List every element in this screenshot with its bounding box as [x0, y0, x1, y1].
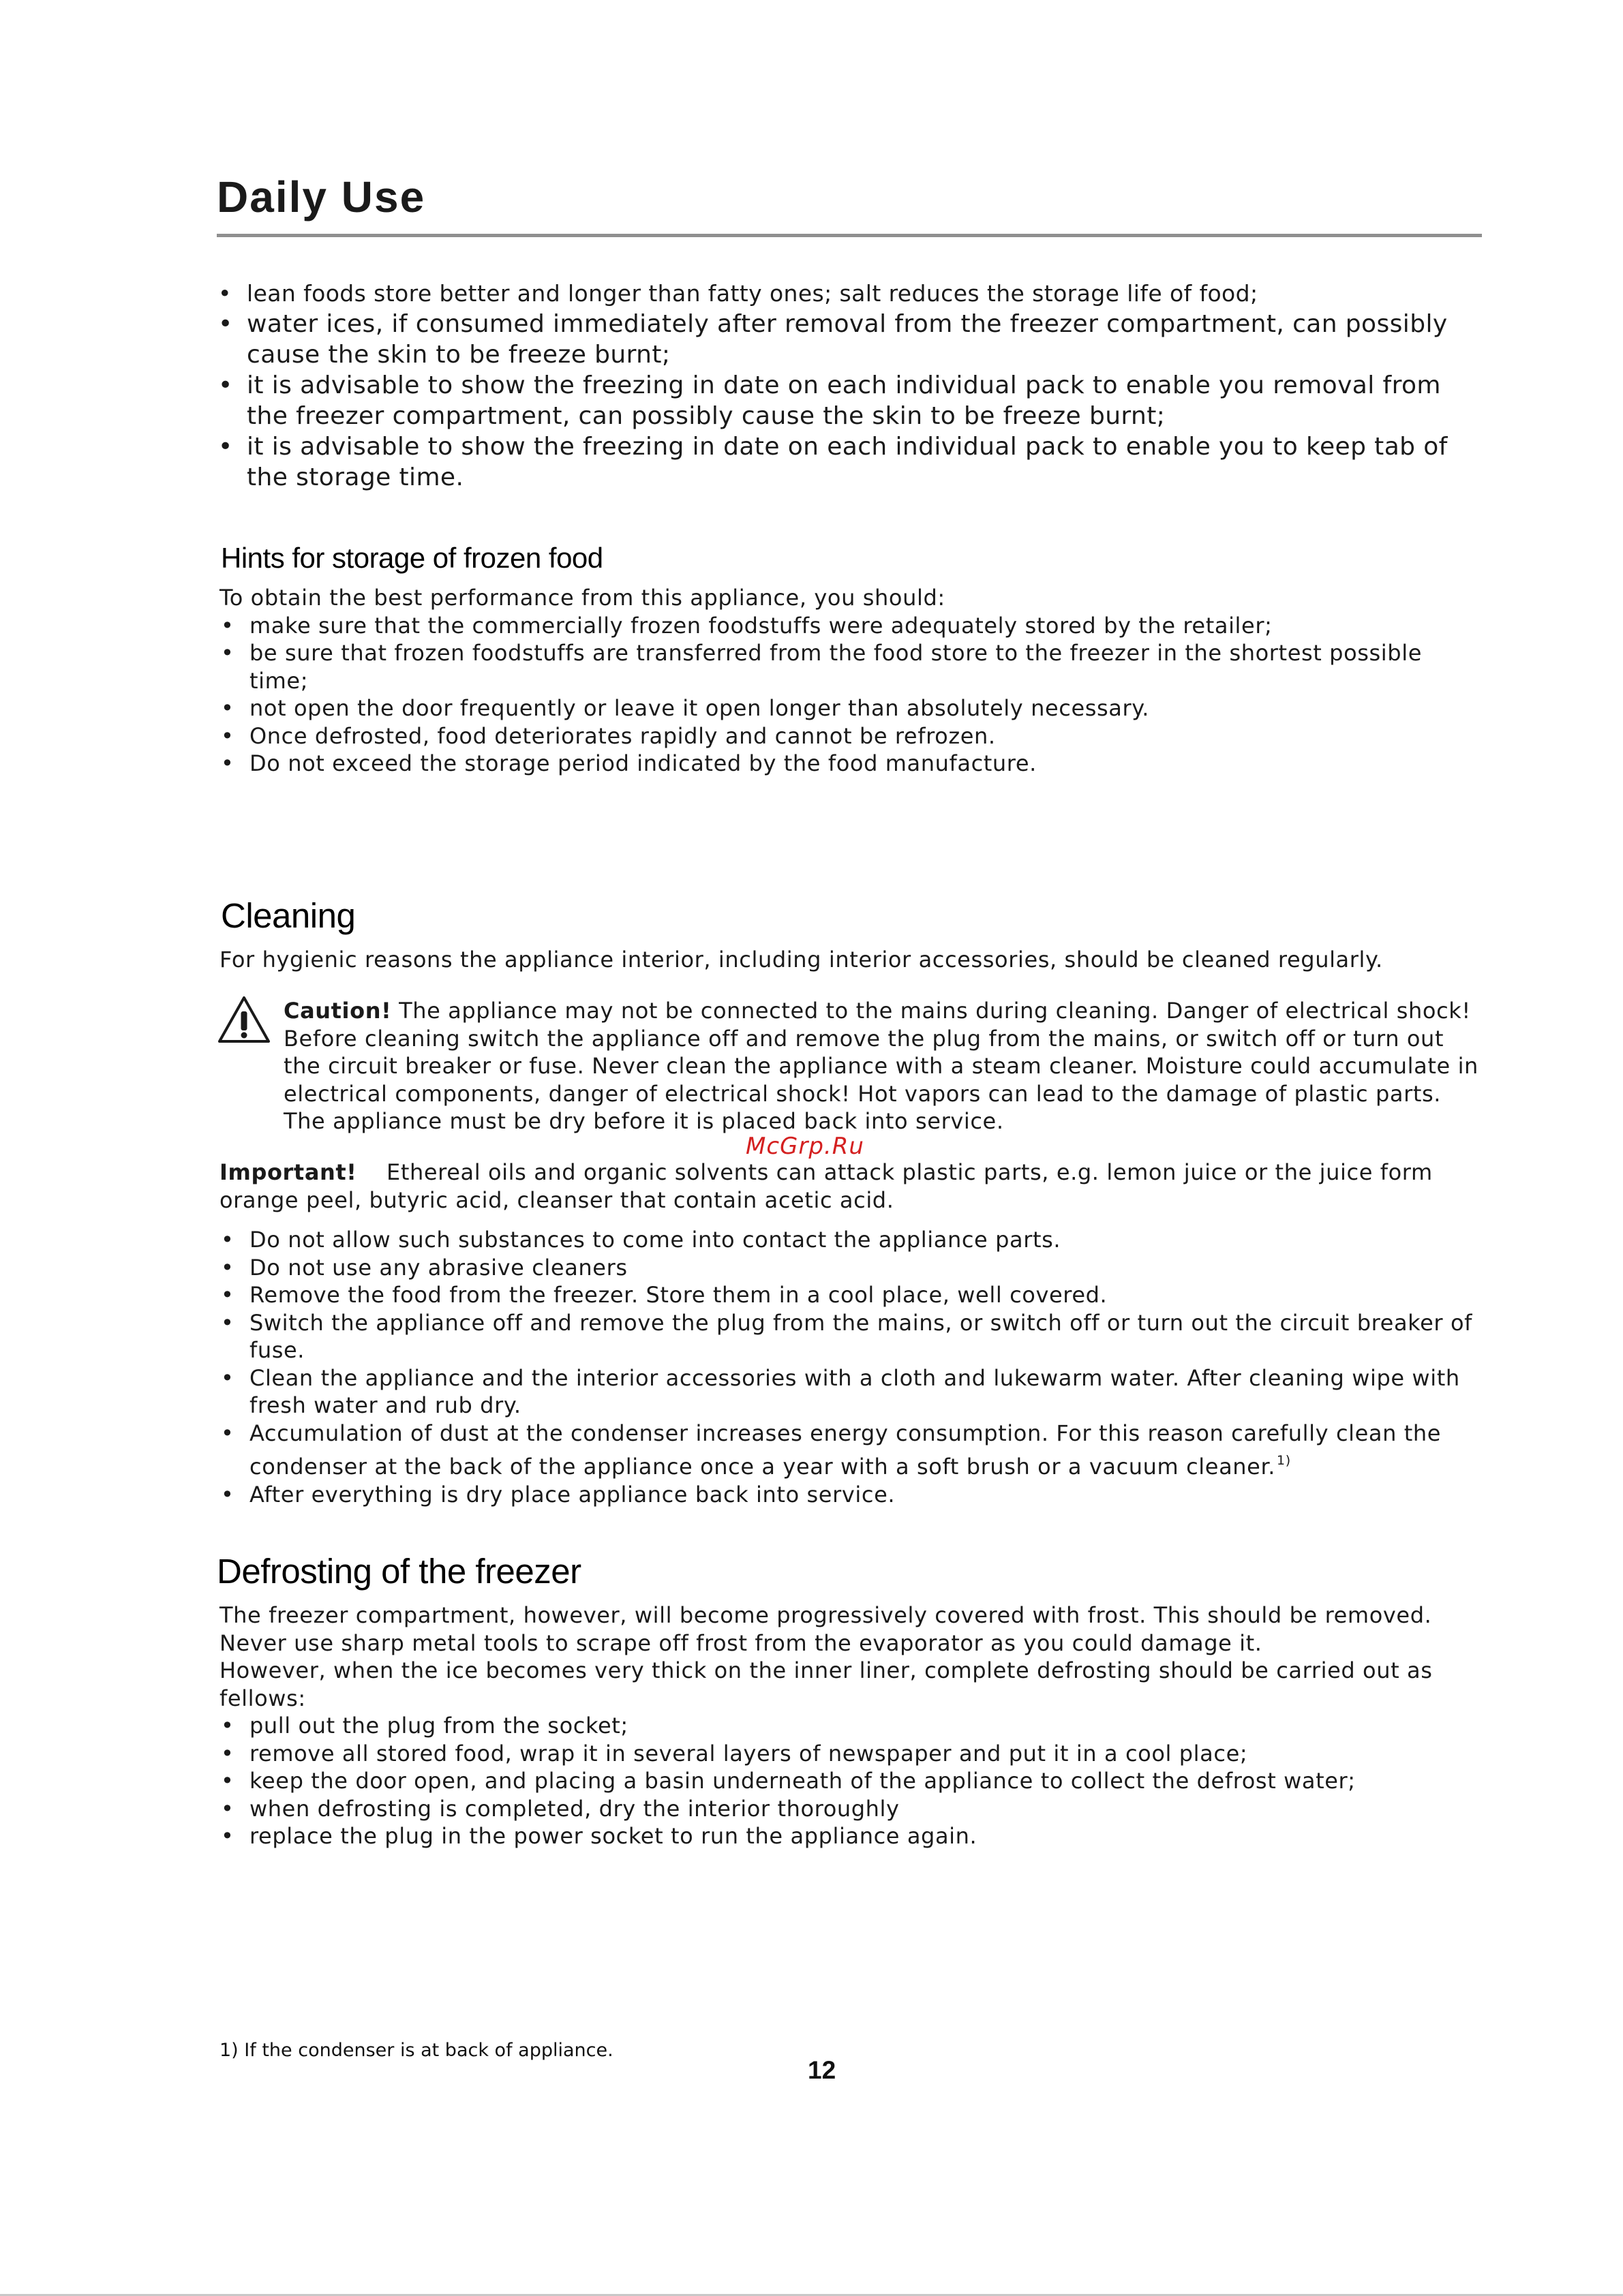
caution-text: The appliance may not be connected to the mains during cleaning. Danger of electrical shock! Before cleaning switch the appliance off and remove the plug from the mains, or switch off or turn out the circuit breaker or fuse. Never clean the appliance with a steam cleaner. Moisture could accumulate in electrical components, danger of electrical shock! Hot vapors can lead to the damage of plastic parts. The appliance must be dry before it is placed back into service. [284, 998, 1478, 1134]
cleaning-bullet-list [219, 1226, 1487, 1508]
intro-bullet-list [217, 278, 1485, 493]
list-item: • not open the door frequently or leave it open longer than absolutely necessary. [219, 694, 1487, 722]
list-item: • Remove the food from the freezer. Store them in a cool place, well covered. [219, 1281, 1487, 1309]
important-text: Ethereal oils and organic solvents can attack plastic parts, e.g. lemon juice or the juice form orange peel, butyric acid, cleanser that contain acetic acid. [219, 1159, 1433, 1213]
caution-label: Caution! [284, 998, 392, 1024]
defrosting-bullet-list [219, 1712, 1487, 1850]
defrosting-section [219, 1602, 1487, 1850]
list-item: • lean foods store better and longer than fatty ones; salt reduces the storage life of food; [217, 278, 1485, 309]
list-item: • keep the door open, and placing a basin underneath of the appliance to collect the defrost water; [219, 1767, 1487, 1795]
header-rule [217, 234, 1482, 237]
list-item: • when defrosting is completed, dry the interior thoroughly [219, 1795, 1487, 1823]
list-item: • it is advisable to show the freezing in date on each individual pack to enable you to keep tab of the storage time. [217, 431, 1485, 493]
list-item: • Switch the appliance off and remove the plug from the mains, or switch off or turn out the circuit breaker of fuse. [219, 1309, 1487, 1364]
list-item: • replace the plug in the power socket to run the appliance again. [219, 1822, 1487, 1850]
cleaning-intro: For hygienic reasons the appliance interior, including interior accessories, should be cleaned regularly. [219, 947, 1383, 973]
list-item: • After everything is dry place appliance back into service. [219, 1481, 1487, 1509]
defrosting-para-1: The freezer compartment, however, will become progressively covered with frost. This should be removed. Never use sharp metal tools to scrape off frost from the evaporator as you could damage it. [219, 1602, 1432, 1656]
list-item: • remove all stored food, wrap it in several layers of newspaper and put it in a cool place; [219, 1740, 1487, 1768]
important-label: Important! [219, 1159, 357, 1185]
caution-block [284, 997, 1483, 1135]
list-item: • Do not allow such substances to come into contact the appliance parts. [219, 1226, 1487, 1254]
list-item: • Clean the appliance and the interior accessories with a cloth and lukewarm water. After cleaning wipe with fresh water and rub dry. [219, 1364, 1487, 1420]
list-item [219, 1420, 1487, 1481]
warning-icon [217, 995, 271, 1044]
list-item: • be sure that frozen foodstuffs are transferred from the food store to the freezer in the shortest possible time; [219, 639, 1487, 694]
footnote-ref: 1) [1277, 1453, 1291, 1468]
list-item: • make sure that the commercially frozen foodstuffs were adequately stored by the retailer; [219, 612, 1487, 640]
hints-bullet-list [219, 612, 1487, 778]
footnote: 1) If the condenser is at back of appliance. [219, 2040, 613, 2061]
important-block [219, 1159, 1487, 1214]
list-item: • water ices, if consumed immediately after removal from the freezer compartment, can possibly cause the skin to be freeze burnt; [217, 309, 1485, 370]
defrosting-para-2: However, when the ice becomes very thick on the inner liner, complete defrosting should be carried out as fellows: [219, 1657, 1433, 1711]
watermark: McGrp.Ru [746, 1133, 864, 1160]
defrosting-heading: Defrosting of the freezer [217, 1552, 581, 1591]
list-item: • Do not exceed the storage period indicated by the food manufacture. [219, 750, 1487, 778]
page-title: Daily Use [217, 172, 426, 221]
hints-intro: To obtain the best performance from this appliance, you should: [219, 585, 945, 611]
hints-section [219, 584, 1487, 778]
list-item: • Do not use any abrasive cleaners [219, 1254, 1487, 1282]
page-number: 12 [808, 2056, 836, 2084]
cleaning-heading: Cleaning [221, 896, 356, 935]
hints-heading: Hints for storage of frozen food [221, 542, 603, 574]
list-item: • Once defrosted, food deteriorates rapidly and cannot be refrozen. [219, 722, 1487, 750]
list-item-text: Accumulation of dust at the condenser increases energy consumption. For this reason carefully clean the condenser at the back of the appliance once a year with a soft brush or a vacuum cleaner. [249, 1420, 1442, 1480]
list-item: • it is advisable to show the freezing in date on each individual pack to enable you removal from the freezer compartment, can possibly cause the skin to be freeze burnt; [217, 370, 1485, 431]
list-item: • pull out the plug from the socket; [219, 1712, 1487, 1740]
